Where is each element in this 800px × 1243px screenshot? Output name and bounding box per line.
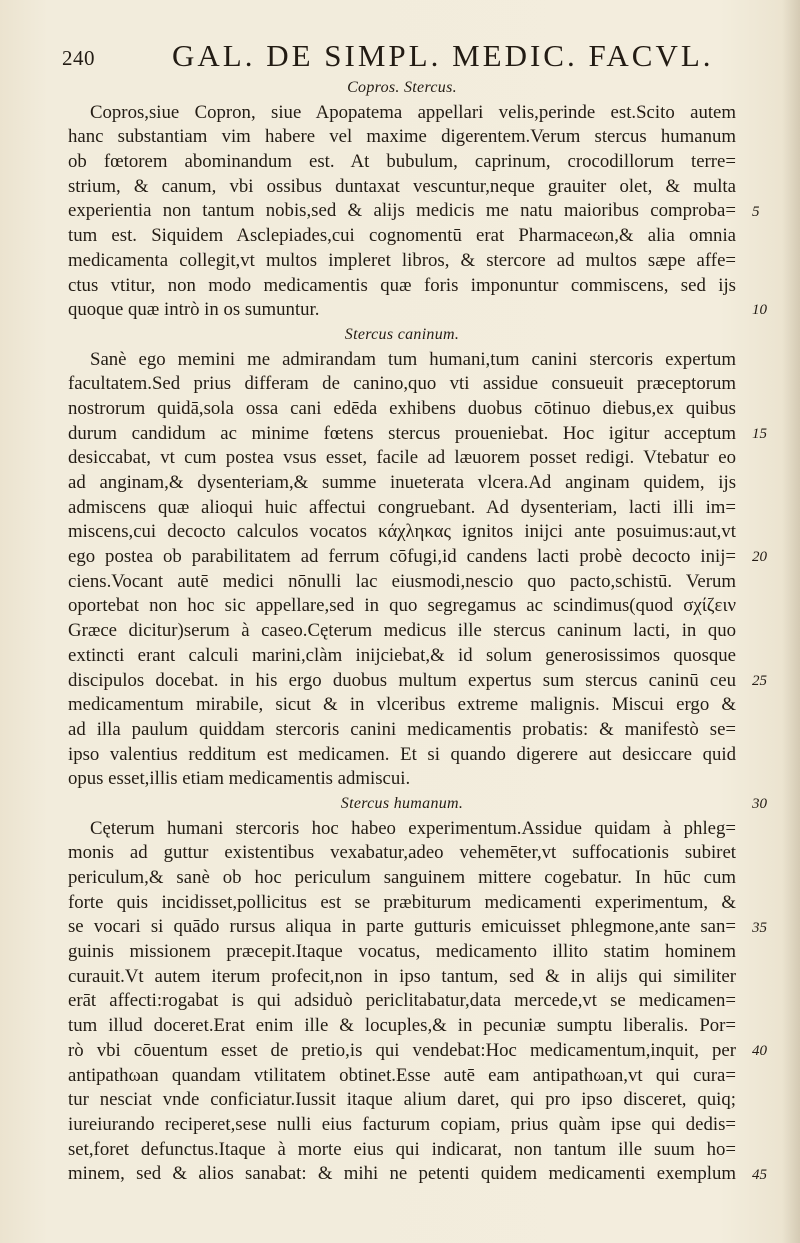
- page-number: 240: [62, 46, 95, 70]
- text-line: forte quis incidisset,pollicitus est se præbiturum medicamenti experimentum, &: [68, 891, 736, 913]
- body-text: [68, 76, 736, 1187]
- text-line: set,foret defunctus.Itaque à morte eius qui indicarat, non tantum ille suum ho=: [68, 1138, 736, 1160]
- text-line: tum est. Siquidem Asclepiades,cui cognomentū erat Pharmaceωn,& alia omnia: [68, 225, 736, 247]
- text-line: hanc substantiam vim habere vel maxime digerentem.Verum stercus humanum: [68, 126, 736, 148]
- margin-line-number: 15: [752, 425, 767, 442]
- section-heading: Stercus caninum.: [344, 325, 460, 343]
- text-line: iureiurando reciperet,sese nulli eius facturum copiam, prius quàm ipse qui dedis=: [68, 1113, 736, 1135]
- margin-line-number: 25: [752, 672, 767, 689]
- text-line: tur nesciat vnde conficiatur.Iussit itaque alium daret, qui pro ipso disceret, quiq;: [68, 1089, 736, 1111]
- text-line: se vocari si quādo rursus aliqua in parte gutturis emicuisset phlegmone,ante san=: [68, 916, 736, 938]
- text-line: Græce dicitur)serum à caseo.Cęterum medicus ille stercus caninum lacti, in quo: [68, 620, 736, 642]
- text-line: desiccabat, vt cum postea vsus esset, facile ad læuorem posset redigi. Vtebatur eo: [68, 447, 736, 469]
- text-line: oportebat non hoc sic appellare,sed in quo segregamus ac scindimus(quod σχίζειν: [68, 595, 736, 617]
- margin-line-number: 30: [752, 796, 767, 813]
- text-line: facultatem.Sed prius differam de canino,quo vti assidue consueuit præceptorum: [68, 373, 736, 395]
- text-line: ad anginam,& dysenteriam,& summe inueterata vlcera.Ad anginam quidem, ijs: [68, 472, 736, 493]
- text-line: antipathωan quandam vtilitatem obtinet.Esse autē eam antipathωan,vt qui cura=: [68, 1064, 736, 1086]
- margin-line-number: 45: [752, 1166, 767, 1183]
- text-line: ciens.Vocant autē medici nōnulli lac eiusmodi,nescio quo pacto,schistū. Verum: [68, 570, 736, 592]
- text-line: tum illud doceret.Erat enim ille & locuples,& in pecuniæ sumptu liberalis. Por=: [68, 1015, 736, 1037]
- text-line: ctus vtitur, non modo medicamentis quæ foris imponuntur commiscens, sed ijs: [68, 274, 736, 296]
- margin-line-number: 5: [752, 203, 760, 220]
- text-line: strium, & canum, vbi ossibus duntaxat vescuntur,neque grauiter olet, & multa: [68, 175, 736, 197]
- text-line: ego postea ob parabilitatem ad ferrum cōfugi,id candens lacti probè decocto inij=: [68, 546, 736, 568]
- text-line: minem, sed & alios sanabat: & mihi ne petenti quidem medicamenti exemplum: [68, 1163, 736, 1185]
- section-heading: Stercus humanum.: [340, 794, 464, 812]
- margin-line-number: 20: [752, 549, 767, 566]
- running-title: GAL. DE SIMPL. MEDIC. FACVL.: [172, 38, 714, 73]
- margin-line-number: 40: [752, 1043, 767, 1060]
- text-line: Copros,siue Copron, siue Apopatema appellari velis,perinde est.Scito autem: [90, 101, 736, 123]
- text-line: erāt affecti:rogabat is qui adsiduò periclitabatur,data mercede,vt se medicamen=: [68, 990, 736, 1012]
- text-line: medicamenta collegit,vt multos impleret libros, & stercore ad multos sæpe affe=: [68, 249, 736, 271]
- text-line: ad illa paulum quiddam stercoris canini medicamentis probatis: & manifestò se=: [68, 718, 736, 740]
- text-line: experientia non tantum nobis,sed & alijs medicis me natu maioribus comproba=: [68, 200, 736, 222]
- text-line: admiscens quæ alioqui huic affectui congruebant. Ad dysenteriam, lacti illi im=: [68, 496, 736, 518]
- text-line: Cęterum humani stercoris hoc habeo experimentum.Assidue quidam à phleg=: [90, 817, 736, 839]
- text-line: ob fœtorem abominandum est. At bubulum, caprinum, crocodillorum terre=: [68, 151, 736, 173]
- margin-line-number: 10: [752, 302, 767, 319]
- text-line: ipso valentius redditum est medicamen. Et si quando digerere aut desiccare quid: [68, 743, 736, 765]
- text-line: durum candidum ac minime fœtens stercus proueniebat. Hoc igitur acceptum: [68, 422, 736, 444]
- text-line: quoque quæ intrò in os sumuntur.: [68, 299, 320, 321]
- text-line: guinis missionem præcepit.Itaque vocatus, medicamento illito statim hominem: [68, 941, 736, 963]
- text-line: opus esset,illis etiam medicamentis admiscui.: [68, 768, 411, 790]
- text-line: extincti erant calculi marini,clàm inijciebat,& id solum generosissimos quosque: [68, 644, 736, 666]
- margin-line-number: 35: [752, 919, 767, 936]
- text-line: monis ad guttur existentibus vexabatur,adeo vehemēter,vt suffocationis subiret: [68, 842, 736, 864]
- text-line: discipulos docebat. in his ergo duobus multum expertus sum stercus caninū ceu: [68, 669, 736, 691]
- text-line: rò vbi cōuentum esset de pretio,is qui vendebat:Hoc medicamentum,inquit, per: [68, 1039, 736, 1061]
- section-heading: Copros. Stercus.: [347, 79, 457, 96]
- text-line: periculum,& sanè ob hoc periculum sanguinem mittere cogebatur. In hūc cum: [68, 867, 736, 888]
- text-line: nostrorum quidā,sola ossa cani edēda exhibens duobus cōtinuo diebus,ex quibus: [68, 397, 736, 419]
- text-line: Sanè ego memini me admirandam tum humani,tum canini stercoris expertum: [90, 348, 736, 370]
- text-line: curauit.Vt autem iterum profecit,non in ipso tantum, sed & in alijs qui similiter: [68, 965, 736, 987]
- text-line: medicamentum mirabile, sicut & in vlceribus extreme malignis. Miscui ergo &: [68, 694, 736, 716]
- page-edge-shadow: [782, 0, 800, 1243]
- text-line: miscens,cui decocto calculos vocatos κάχληκας ignitos inijci ante posuimus:aut,vt: [68, 521, 736, 543]
